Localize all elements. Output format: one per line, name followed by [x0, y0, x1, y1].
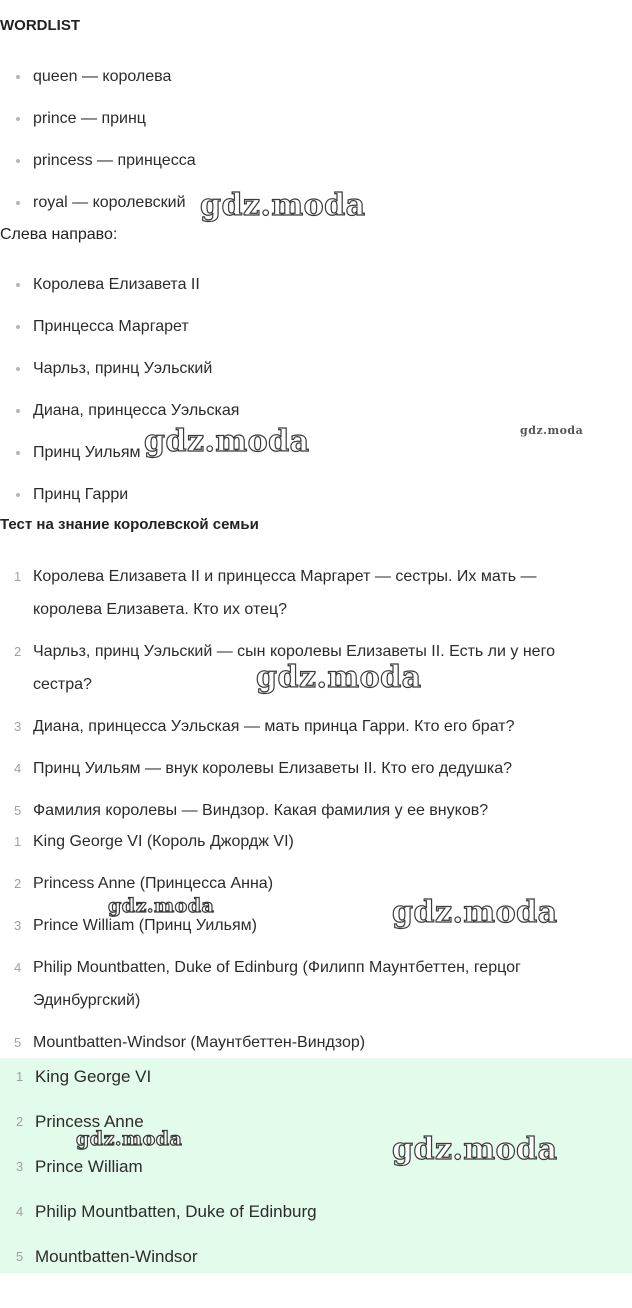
answer-item	[0, 1026, 580, 1059]
item-number: 1	[14, 834, 22, 849]
list-item: Королева Елизавета II	[0, 272, 239, 314]
quiz-heading: Тест на знание королевской семьи	[0, 516, 259, 533]
list-item: Принцесса Маргарет	[0, 314, 239, 356]
item-number: 1	[14, 569, 22, 584]
question-text: Диана, принцесса Уэльская — мать принца Гарри. Кто его брат?	[33, 718, 515, 735]
list-item: Принц Уильям	[0, 440, 239, 482]
question-text: Чарльз, принц Уэльский — сын королевы Елизаветы II. Есть ли у него сестра?	[33, 643, 555, 693]
answer-text: King George VI (Король Джордж VI)	[33, 833, 294, 850]
question-item	[0, 710, 580, 743]
answer-text: Princess Anne	[35, 1112, 144, 1131]
list-item: royal — королевский	[0, 190, 196, 232]
quiz-list	[0, 560, 580, 836]
answer-item	[0, 951, 580, 1017]
answer-item	[2, 1242, 317, 1287]
wordlist	[0, 64, 196, 232]
answer-item	[2, 1152, 317, 1197]
answer-text: Prince William (Принц Уильям)	[33, 917, 257, 934]
item-number: 4	[16, 1204, 24, 1219]
question-text: Фамилия королевы — Виндзор. Какая фамилия у ее внуков?	[33, 802, 489, 819]
answer-text: Mountbatten-Windsor (Маунтбеттен-Виндзор)	[33, 1034, 366, 1051]
answer-item	[0, 867, 580, 900]
item-number: 2	[16, 1114, 24, 1129]
item-number: 5	[14, 803, 22, 818]
list-item: Принц Гарри	[0, 482, 239, 524]
item-number: 3	[14, 918, 22, 933]
answers-final-list	[2, 1062, 317, 1287]
item-number: 2	[14, 876, 22, 891]
family-list	[0, 272, 239, 524]
item-number: 3	[16, 1159, 24, 1174]
watermark: gdz.moda	[144, 424, 310, 459]
question-item	[0, 794, 580, 827]
item-number: 5	[16, 1249, 24, 1264]
answers-translated-list	[0, 825, 580, 1068]
item-number: 4	[14, 761, 22, 776]
watermark: gdz.moda	[256, 660, 422, 695]
answer-item	[0, 825, 580, 858]
answer-text: Philip Mountbatten, Duke of Edinburg	[35, 1202, 317, 1221]
answer-item	[2, 1062, 317, 1107]
answer-item	[2, 1197, 317, 1242]
answer-text: Prince William	[35, 1157, 143, 1176]
answer-text: Princess Anne (Принцесса Анна)	[33, 875, 274, 892]
list-item: prince — принц	[0, 106, 196, 148]
list-item: Чарльз, принц Уэльский	[0, 356, 239, 398]
family-heading: Слева направо:	[0, 226, 118, 243]
answer-text: Philip Mountbatten, Duke of Edinburg (Филипп Маунтбеттен, герцог Эдинбургский)	[33, 959, 521, 1009]
watermark: gdz.moda	[108, 895, 215, 917]
question-item	[0, 560, 580, 626]
list-item: Диана, принцесса Уэльская	[0, 398, 239, 440]
answer-item	[2, 1107, 317, 1152]
answer-box	[0, 1058, 632, 1273]
item-number: 3	[14, 719, 22, 734]
question-item	[0, 752, 580, 785]
watermark: gdz.moda	[520, 424, 584, 437]
watermark: gdz.moda	[392, 1132, 558, 1167]
watermark: gdz.moda	[392, 895, 558, 930]
watermark: gdz.moda	[76, 1128, 183, 1150]
item-number: 4	[14, 960, 22, 975]
item-number: 2	[14, 644, 22, 659]
question-text: Принц Уильям — внук королевы Елизаветы II. Кто его дедушка?	[33, 760, 513, 777]
answer-text: King George VI	[35, 1067, 152, 1086]
item-number: 1	[16, 1069, 24, 1084]
item-number: 5	[14, 1035, 22, 1050]
wordlist-heading: WORDLIST	[0, 17, 80, 34]
question-item	[0, 635, 580, 701]
answer-item	[0, 909, 580, 942]
list-item: queen — королева	[0, 64, 196, 106]
watermark: gdz.moda	[200, 188, 366, 223]
list-item: princess — принцесса	[0, 148, 196, 190]
answer-text: Mountbatten-Windsor	[35, 1247, 198, 1266]
question-text: Королева Елизавета II и принцесса Маргарет — сестры. Их мать — королева Елизавета. Кто их отец?	[33, 568, 537, 618]
